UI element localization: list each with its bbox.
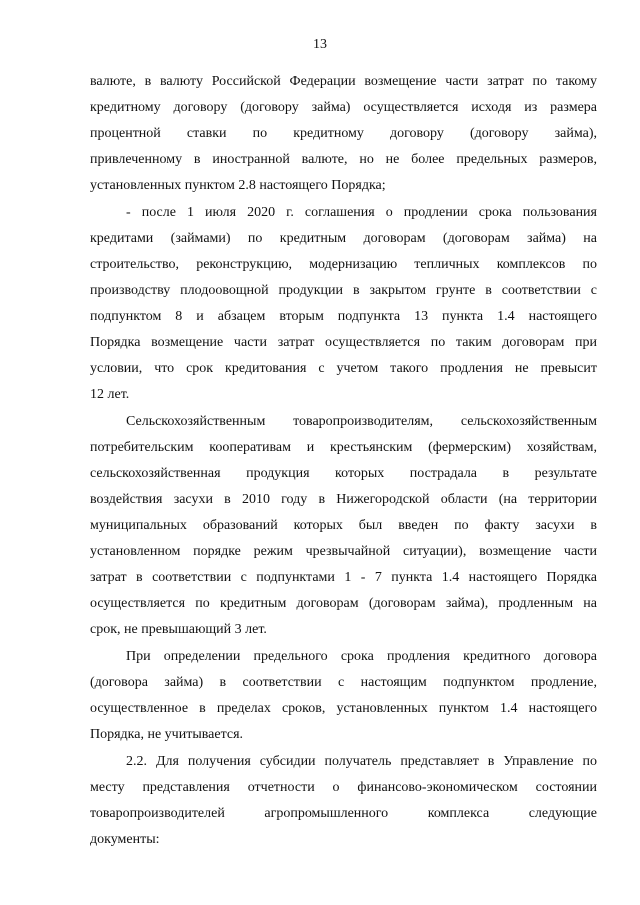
- text-line: - после 1 июля 2020 г. соглашения о продлении срока пользования: [126, 205, 597, 220]
- text-line: установленных пунктом 2.8 настоящего Порядка;: [90, 178, 386, 193]
- text-line: валюте, в валюту Российской Федерации возмещение части затрат по такому: [90, 74, 597, 89]
- text-line: Порядка возмещение части затрат осуществляется по таким договорам при: [90, 335, 597, 350]
- text-line: осуществляется по кредитным договорам (договорам займа), продленным на: [90, 596, 597, 611]
- text-line: 12 лет.: [90, 387, 130, 402]
- page-number: 13: [313, 37, 327, 52]
- text-line: подпунктом 8 и абзацем вторым подпункта 13 пункта 1.4 настоящего: [90, 309, 597, 324]
- text-line: условии, что срок кредитования с учетом такого продления не превысит: [90, 361, 597, 376]
- text-line: затрат в соответствии с подпунктами 1 - 7 пункта 1.4 настоящего Порядка: [90, 570, 597, 585]
- text-line: потребительским кооперативам и крестьянским (фермерским) хозяйствам,: [90, 440, 597, 455]
- text-line: Порядка, не учитывается.: [90, 727, 244, 742]
- text-line: воздействия засухи в 2010 году в Нижегородской области (на территории: [90, 492, 597, 507]
- text-line: процентной ставки по кредитному договору (договору займа),: [90, 126, 597, 141]
- text-line: установленном порядке режим чрезвычайной ситуации), возмещение части: [90, 544, 597, 559]
- text-line: сельскохозяйственная продукция которых пострадала в результате: [90, 466, 597, 481]
- text-line: При определении предельного срока продления кредитного договора: [126, 649, 597, 664]
- text-line: муниципальных образований которых был введен по факту засухи в: [90, 518, 597, 533]
- text-line: кредитами (займами) по кредитным договорам (договорам займа) на: [90, 231, 597, 246]
- text-line: 2.2. Для получения субсидии получатель представляет в Управление по: [126, 754, 597, 769]
- text-line: товаропроизводителей агропромышленного комплекса следующие: [90, 806, 597, 821]
- text-line: Сельскохозяйственным товаропроизводителям, сельскохозяйственным: [126, 414, 597, 429]
- text-line: срок, не превышающий 3 лет.: [90, 622, 267, 637]
- text-line: осуществленное в пределах сроков, установленных пунктом 1.4 настоящего: [90, 701, 597, 716]
- text-line: документы:: [90, 832, 160, 847]
- text-line: производству плодоовощной продукции в закрытом грунте в соответствии с: [90, 283, 597, 298]
- text-line: кредитному договору (договору займа) осуществляется исходя из размера: [90, 100, 597, 115]
- text-line: (договора займа) в соответствии с настоящим подпунктом продление,: [90, 675, 597, 690]
- text-line: месту представления отчетности о финансово-экономическом состоянии: [90, 780, 597, 795]
- text-line: строительство, реконструкцию, модернизацию тепличных комплексов по: [90, 257, 597, 272]
- text-line: привлеченному в иностранной валюте, но не более предельных размеров,: [90, 152, 597, 167]
